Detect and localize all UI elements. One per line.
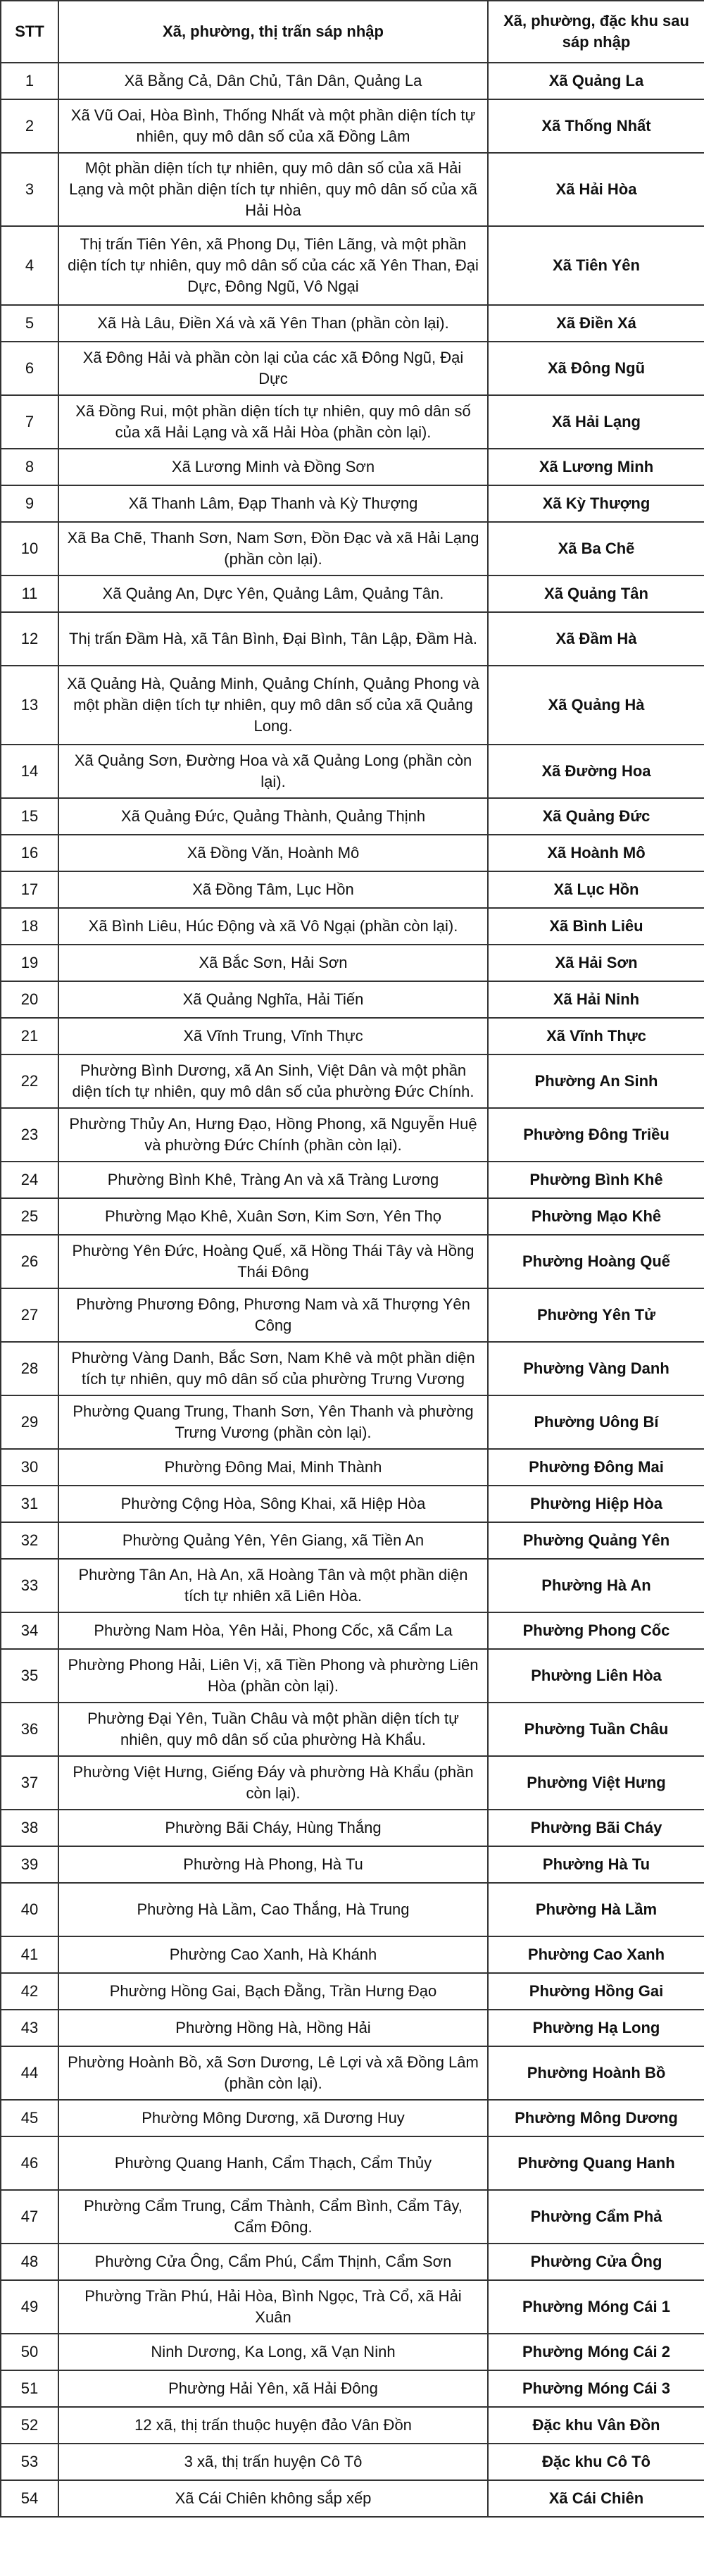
table-row [1, 612, 704, 666]
row-new-unit: Đặc khu Cô Tô [488, 2444, 704, 2480]
row-merged-units: Phường Đại Yên, Tuần Châu và một phần diện tích tự nhiên, quy mô dân số của phường Hà Khẩu. [58, 1703, 488, 1756]
row-new-unit: Phường Vàng Danh [488, 1342, 704, 1395]
row-new-unit: Phường Việt Hưng [488, 1756, 704, 1810]
row-stt: 19 [1, 945, 58, 981]
table-row [1, 1883, 704, 1936]
row-merged-units: Xã Đồng Văn, Hoành Mô [58, 835, 488, 871]
row-merged-units: Phường Yên Đức, Hoàng Quế, xã Hồng Thái Tây và Hồng Thái Đông [58, 1235, 488, 1288]
row-merged-units: Phường Quang Trung, Thanh Sơn, Yên Thanh và phường Trưng Vương (phần còn lại). [58, 1395, 488, 1449]
row-merged-units: 3 xã, thị trấn huyện Cô Tô [58, 2444, 488, 2480]
row-new-unit: Phường Đông Triều [488, 1108, 704, 1162]
row-merged-units: Phường Hà Lầm, Cao Thắng, Hà Trung [58, 1883, 488, 1936]
row-merged-units: Phường Phương Đông, Phương Nam và xã Thượng Yên Công [58, 1288, 488, 1342]
row-merged-units: Thị trấn Tiên Yên, xã Phong Dụ, Tiên Lãng, và một phần diện tích tự nhiên, quy mô dân số của các xã Yên Than, Đại Dực, Đông Ngũ, Vô Ngại [58, 226, 488, 305]
row-stt: 31 [1, 1486, 58, 1522]
row-stt: 28 [1, 1342, 58, 1395]
table-row [1, 342, 704, 395]
row-merged-units: Phường Mông Dương, xã Dương Huy [58, 2100, 488, 2136]
row-new-unit: Phường Tuần Châu [488, 1703, 704, 1756]
row-stt: 13 [1, 666, 58, 745]
row-new-unit: Phường Uông Bí [488, 1395, 704, 1449]
row-merged-units: Phường Vàng Danh, Bắc Sơn, Nam Khê và một phần diện tích tự nhiên, quy mô dân số của phường Trưng Vương [58, 1342, 488, 1395]
table-row [1, 1756, 704, 1810]
row-merged-units: Xã Quảng Sơn, Đường Hoa và xã Quảng Long (phần còn lại). [58, 745, 488, 798]
row-new-unit: Phường Hà An [488, 1559, 704, 1612]
row-new-unit: Xã Quảng Đức [488, 798, 704, 835]
row-stt: 6 [1, 342, 58, 395]
table-row [1, 1559, 704, 1612]
row-merged-units: Xã Quảng Đức, Quảng Thành, Quảng Thịnh [58, 798, 488, 835]
table-row [1, 871, 704, 908]
row-new-unit: Phường Cao Xanh [488, 1936, 704, 1973]
table-row [1, 575, 704, 612]
row-new-unit: Xã Đường Hoa [488, 745, 704, 798]
row-merged-units: Phường Cửa Ông, Cẩm Phú, Cẩm Thịnh, Cẩm Sơn [58, 2244, 488, 2280]
row-new-unit: Xã Lương Minh [488, 449, 704, 485]
row-stt: 49 [1, 2280, 58, 2334]
row-new-unit: Phường Móng Cái 2 [488, 2334, 704, 2370]
row-stt: 39 [1, 1846, 58, 1883]
table-row [1, 63, 704, 99]
row-stt: 38 [1, 1810, 58, 1846]
row-stt: 2 [1, 99, 58, 153]
row-stt: 9 [1, 485, 58, 522]
row-merged-units: Phường Cẩm Trung, Cẩm Thành, Cẩm Bình, Cẩm Tây, Cẩm Đông. [58, 2190, 488, 2244]
row-merged-units: Phường Bãi Cháy, Hùng Thắng [58, 1810, 488, 1846]
table-row [1, 1235, 704, 1288]
row-merged-units: Phường Cộng Hòa, Sông Khai, xã Hiệp Hòa [58, 1486, 488, 1522]
row-merged-units: Phường Thủy An, Hưng Đạo, Hồng Phong, xã Nguyễn Huệ và phường Đức Chính (phần còn lại). [58, 1108, 488, 1162]
row-merged-units: Phường Hồng Hà, Hồng Hải [58, 2010, 488, 2046]
table-row [1, 981, 704, 1018]
table-row [1, 2407, 704, 2444]
table-row [1, 835, 704, 871]
row-new-unit: Phường Mông Dương [488, 2100, 704, 2136]
row-new-unit: Phường Quảng Yên [488, 1522, 704, 1559]
row-stt: 23 [1, 1108, 58, 1162]
table-row [1, 305, 704, 342]
row-stt: 29 [1, 1395, 58, 1449]
row-new-unit: Xã Quảng La [488, 63, 704, 99]
header-stt: STT [1, 1, 58, 63]
row-new-unit: Xã Hải Lạng [488, 395, 704, 449]
row-merged-units: Phường Đông Mai, Minh Thành [58, 1449, 488, 1486]
row-stt: 10 [1, 522, 58, 575]
row-stt: 1 [1, 63, 58, 99]
table-row [1, 1973, 704, 2010]
row-merged-units: Xã Quảng An, Dực Yên, Quảng Lâm, Quảng Tân. [58, 575, 488, 612]
row-new-unit: Phường Mạo Khê [488, 1198, 704, 1235]
row-merged-units: Phường Phong Hải, Liên Vị, xã Tiền Phong và phường Liên Hòa (phần còn lại). [58, 1649, 488, 1703]
row-new-unit: Đặc khu Vân Đồn [488, 2407, 704, 2444]
row-stt: 8 [1, 449, 58, 485]
table-row [1, 1810, 704, 1846]
row-new-unit: Phường Móng Cái 1 [488, 2280, 704, 2334]
table-row [1, 1162, 704, 1198]
table-row [1, 2444, 704, 2480]
row-stt: 26 [1, 1235, 58, 1288]
table-row [1, 1288, 704, 1342]
table-row [1, 2100, 704, 2136]
table-row [1, 2010, 704, 2046]
row-new-unit: Phường Hồng Gai [488, 1973, 704, 2010]
row-merged-units: Ninh Dương, Ka Long, xã Vạn Ninh [58, 2334, 488, 2370]
row-new-unit: Xã Thống Nhất [488, 99, 704, 153]
row-new-unit: Xã Hải Sơn [488, 945, 704, 981]
row-stt: 14 [1, 745, 58, 798]
row-merged-units: Xã Hà Lâu, Điền Xá và xã Yên Than (phần còn lại). [58, 305, 488, 342]
row-new-unit: Xã Kỳ Thượng [488, 485, 704, 522]
row-stt: 15 [1, 798, 58, 835]
table-row [1, 153, 704, 226]
row-merged-units: Thị trấn Đầm Hà, xã Tân Bình, Đại Bình, Tân Lập, Đầm Hà. [58, 612, 488, 666]
row-new-unit: Xã Hải Ninh [488, 981, 704, 1018]
table-row [1, 2280, 704, 2334]
row-stt: 45 [1, 2100, 58, 2136]
table-row [1, 522, 704, 575]
table-row [1, 745, 704, 798]
row-stt: 41 [1, 1936, 58, 1973]
header-new-unit: Xã, phường, đặc khu sau sáp nhập [488, 1, 704, 63]
row-new-unit: Phường Bãi Cháy [488, 1810, 704, 1846]
table-row [1, 2370, 704, 2407]
row-merged-units: Phường Hồng Gai, Bạch Đằng, Trần Hưng Đạo [58, 1973, 488, 2010]
row-merged-units: Xã Quảng Hà, Quảng Minh, Quảng Chính, Quảng Phong và một phần diện tích tự nhiên, quy mô dân số của xã Quảng Long. [58, 666, 488, 745]
row-new-unit: Phường Móng Cái 3 [488, 2370, 704, 2407]
row-stt: 42 [1, 1973, 58, 2010]
row-stt: 16 [1, 835, 58, 871]
table-row [1, 1936, 704, 1973]
row-merged-units: 12 xã, thị trấn thuộc huyện đảo Vân Đồn [58, 2407, 488, 2444]
row-new-unit: Phường Hiệp Hòa [488, 1486, 704, 1522]
row-stt: 36 [1, 1703, 58, 1756]
row-merged-units: Xã Đồng Tâm, Lục Hồn [58, 871, 488, 908]
row-stt: 17 [1, 871, 58, 908]
row-merged-units: Xã Bắc Sơn, Hải Sơn [58, 945, 488, 981]
row-stt: 22 [1, 1054, 58, 1108]
table-row [1, 1846, 704, 1883]
row-new-unit: Phường Hoàng Quế [488, 1235, 704, 1288]
row-stt: 20 [1, 981, 58, 1018]
row-stt: 4 [1, 226, 58, 305]
row-new-unit: Xã Lục Hồn [488, 871, 704, 908]
row-new-unit: Phường Hà Tu [488, 1846, 704, 1883]
row-stt: 7 [1, 395, 58, 449]
row-new-unit: Xã Đông Ngũ [488, 342, 704, 395]
table-row [1, 1054, 704, 1108]
row-merged-units: Xã Đồng Rui, một phần diện tích tự nhiên, quy mô dân số của xã Hải Lạng và xã Hải Hòa (phần còn lại). [58, 395, 488, 449]
table-row [1, 99, 704, 153]
row-merged-units: Xã Bình Liêu, Húc Động và xã Vô Ngại (phần còn lại). [58, 908, 488, 945]
row-merged-units: Phường Nam Hòa, Yên Hải, Phong Cốc, xã Cẩm La [58, 1612, 488, 1649]
row-merged-units: Phường Hải Yên, xã Hải Đông [58, 2370, 488, 2407]
row-new-unit: Phường Quang Hanh [488, 2136, 704, 2190]
table-row [1, 1703, 704, 1756]
row-merged-units: Phường Hoành Bồ, xã Sơn Dương, Lê Lợi và xã Đồng Lâm (phần còn lại). [58, 2046, 488, 2100]
row-merged-units: Phường Quảng Yên, Yên Giang, xã Tiền An [58, 1522, 488, 1559]
table-row [1, 1486, 704, 1522]
row-new-unit: Xã Tiên Yên [488, 226, 704, 305]
row-new-unit: Phường Hà Lầm [488, 1883, 704, 1936]
row-stt: 48 [1, 2244, 58, 2280]
row-merged-units: Phường Trần Phú, Hải Hòa, Bình Ngọc, Trà Cổ, xã Hải Xuân [58, 2280, 488, 2334]
row-new-unit: Xã Ba Chẽ [488, 522, 704, 575]
row-new-unit: Phường Hoành Bồ [488, 2046, 704, 2100]
header-merged-units: Xã, phường, thị trấn sáp nhập [58, 1, 488, 63]
row-new-unit: Xã Vĩnh Thực [488, 1018, 704, 1054]
table-row [1, 1612, 704, 1649]
row-new-unit: Xã Hải Hòa [488, 153, 704, 226]
row-new-unit: Xã Điền Xá [488, 305, 704, 342]
row-merged-units: Phường Cao Xanh, Hà Khánh [58, 1936, 488, 1973]
row-merged-units: Xã Cái Chiên không sắp xếp [58, 2480, 488, 2517]
row-stt: 54 [1, 2480, 58, 2517]
row-stt: 35 [1, 1649, 58, 1703]
table-row [1, 2334, 704, 2370]
row-stt: 18 [1, 908, 58, 945]
table-row [1, 395, 704, 449]
table-row [1, 1649, 704, 1703]
row-new-unit: Phường Bình Khê [488, 1162, 704, 1198]
row-new-unit: Phường Cẩm Phả [488, 2190, 704, 2244]
table-row [1, 2244, 704, 2280]
row-stt: 33 [1, 1559, 58, 1612]
table-row [1, 2136, 704, 2190]
table-row [1, 1522, 704, 1559]
row-new-unit: Xã Quảng Tân [488, 575, 704, 612]
row-merged-units: Xã Quảng Nghĩa, Hải Tiến [58, 981, 488, 1018]
row-stt: 44 [1, 2046, 58, 2100]
row-merged-units: Xã Bằng Cả, Dân Chủ, Tân Dân, Quảng La [58, 63, 488, 99]
row-stt: 51 [1, 2370, 58, 2407]
row-stt: 25 [1, 1198, 58, 1235]
table-row [1, 945, 704, 981]
table-row [1, 1018, 704, 1054]
row-new-unit: Phường An Sinh [488, 1054, 704, 1108]
row-stt: 12 [1, 612, 58, 666]
row-merged-units: Phường Hà Phong, Hà Tu [58, 1846, 488, 1883]
table-row [1, 908, 704, 945]
row-stt: 11 [1, 575, 58, 612]
row-merged-units: Phường Tân An, Hà An, xã Hoàng Tân và một phần diện tích tự nhiên xã Liên Hòa. [58, 1559, 488, 1612]
table-row [1, 449, 704, 485]
table-row [1, 1198, 704, 1235]
row-stt: 46 [1, 2136, 58, 2190]
table-row [1, 798, 704, 835]
row-stt: 40 [1, 1883, 58, 1936]
row-new-unit: Phường Đông Mai [488, 1449, 704, 1486]
row-merged-units: Phường Mạo Khê, Xuân Sơn, Kim Sơn, Yên Thọ [58, 1198, 488, 1235]
row-new-unit: Phường Phong Cốc [488, 1612, 704, 1649]
row-merged-units: Phường Việt Hưng, Giếng Đáy và phường Hà Khẩu (phần còn lại). [58, 1756, 488, 1810]
table-row [1, 2190, 704, 2244]
row-merged-units: Một phần diện tích tự nhiên, quy mô dân số của xã Hải Lạng và một phần diện tích tự nhiên, quy mô dân số của xã Hải Hòa [58, 153, 488, 226]
row-merged-units: Phường Quang Hanh, Cẩm Thạch, Cẩm Thủy [58, 2136, 488, 2190]
row-merged-units: Xã Vũ Oai, Hòa Bình, Thống Nhất và một phần diện tích tự nhiên, quy mô dân số của xã Đồng Lâm [58, 99, 488, 153]
row-stt: 34 [1, 1612, 58, 1649]
row-merged-units: Xã Vĩnh Trung, Vĩnh Thực [58, 1018, 488, 1054]
row-stt: 52 [1, 2407, 58, 2444]
row-merged-units: Xã Ba Chẽ, Thanh Sơn, Nam Sơn, Đồn Đạc và xã Hải Lạng (phần còn lại). [58, 522, 488, 575]
row-stt: 32 [1, 1522, 58, 1559]
row-merged-units: Xã Lương Minh và Đồng Sơn [58, 449, 488, 485]
row-new-unit: Phường Cửa Ông [488, 2244, 704, 2280]
table-row [1, 1108, 704, 1162]
table-row [1, 666, 704, 745]
table-row [1, 2480, 704, 2517]
table-row [1, 226, 704, 305]
row-stt: 43 [1, 2010, 58, 2046]
row-stt: 47 [1, 2190, 58, 2244]
row-stt: 21 [1, 1018, 58, 1054]
table-row [1, 2046, 704, 2100]
row-new-unit: Phường Yên Tử [488, 1288, 704, 1342]
header-row [1, 1, 704, 63]
row-stt: 37 [1, 1756, 58, 1810]
table-row [1, 1342, 704, 1395]
row-merged-units: Xã Đông Hải và phần còn lại của các xã Đông Ngũ, Đại Dực [58, 342, 488, 395]
row-new-unit: Phường Liên Hòa [488, 1649, 704, 1703]
row-new-unit: Xã Quảng Hà [488, 666, 704, 745]
row-new-unit: Xã Cái Chiên [488, 2480, 704, 2517]
row-stt: 5 [1, 305, 58, 342]
row-merged-units: Phường Bình Dương, xã An Sinh, Việt Dân và một phần diện tích tự nhiên, quy mô dân số của phường Đức Chính. [58, 1054, 488, 1108]
table-row [1, 485, 704, 522]
row-new-unit: Xã Đầm Hà [488, 612, 704, 666]
table-row [1, 1395, 704, 1449]
row-stt: 30 [1, 1449, 58, 1486]
row-stt: 3 [1, 153, 58, 226]
row-merged-units: Xã Thanh Lâm, Đạp Thanh và Kỳ Thượng [58, 485, 488, 522]
row-new-unit: Phường Hạ Long [488, 2010, 704, 2046]
row-stt: 50 [1, 2334, 58, 2370]
table-row [1, 1449, 704, 1486]
row-stt: 24 [1, 1162, 58, 1198]
row-merged-units: Phường Bình Khê, Tràng An và xã Tràng Lương [58, 1162, 488, 1198]
row-stt: 27 [1, 1288, 58, 1342]
row-new-unit: Xã Bình Liêu [488, 908, 704, 945]
row-stt: 53 [1, 2444, 58, 2480]
row-new-unit: Xã Hoành Mô [488, 835, 704, 871]
